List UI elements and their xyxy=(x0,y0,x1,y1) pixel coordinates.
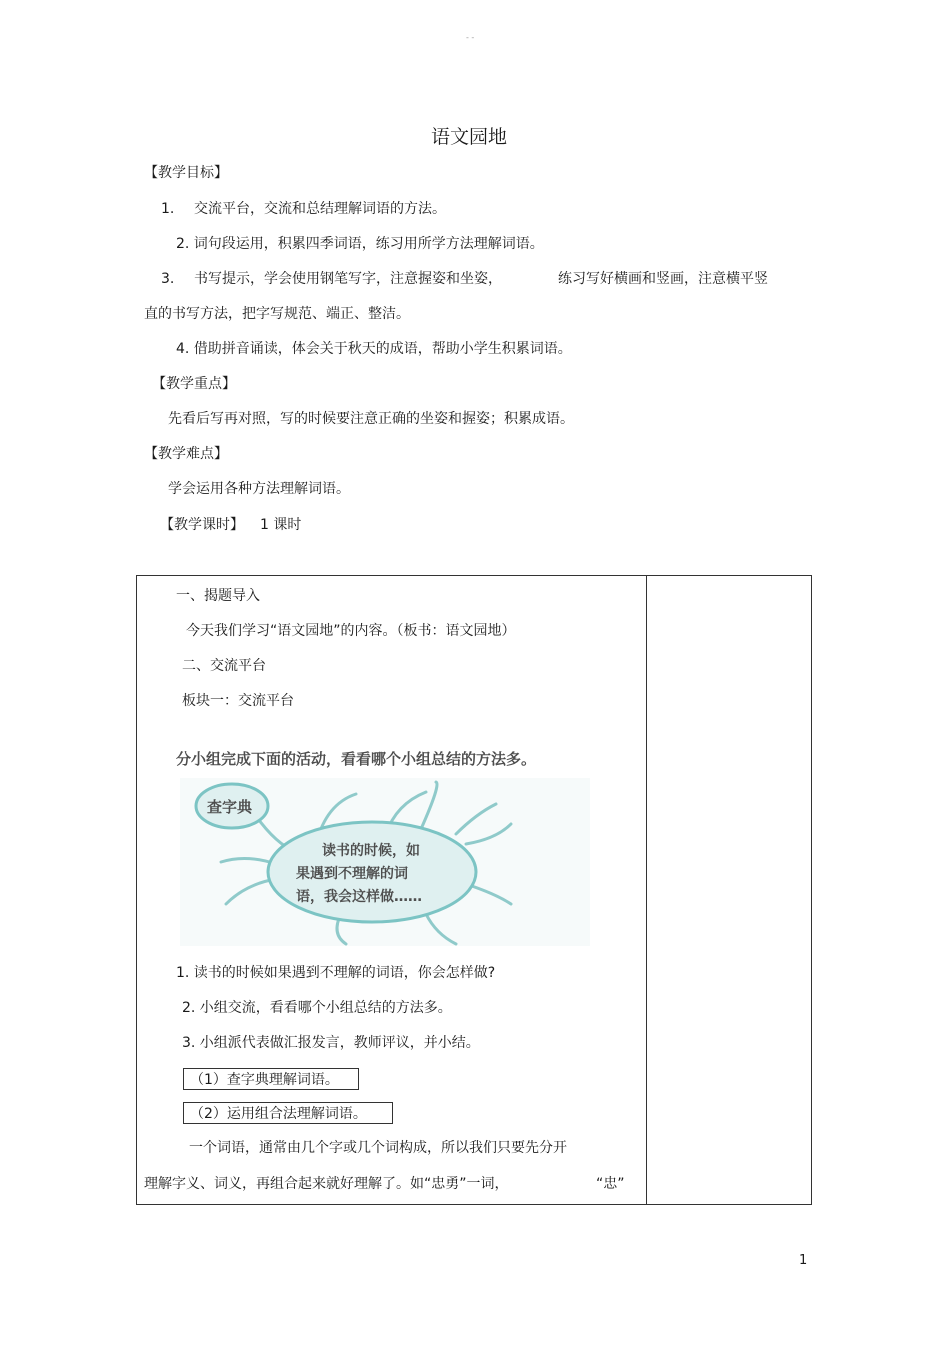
goal-3-number: 3. xyxy=(161,271,175,287)
difficulty-text: 学会运用各种方法理解词语。 xyxy=(168,481,350,497)
activity-illustration xyxy=(166,744,596,948)
difficulty-heading: 【教学难点】 xyxy=(144,446,228,462)
page-title: 语文园地 xyxy=(431,126,508,148)
key-points-heading: 【教学重点】 xyxy=(152,376,236,392)
mindmap-svg xyxy=(166,744,596,948)
table-column-divider xyxy=(646,575,647,1205)
dictionary-label: 查字典 xyxy=(207,798,253,816)
hours-heading: 【教学课时】 xyxy=(160,517,244,533)
goals-heading: 【教学目标】 xyxy=(144,165,228,181)
bubble-text-line-1: 读书的时候，如 xyxy=(322,843,420,859)
table-line-intro-heading: 一、揭题导入 xyxy=(176,588,260,604)
bubble-text-line-3: 语，我会这样做…… xyxy=(296,889,422,905)
activity-instruction: 分小组完成下面的活动，看看哪个小组总结的方法多。 xyxy=(176,750,537,768)
header-mark: - - xyxy=(466,33,475,42)
page-number: 1 xyxy=(799,1253,808,1268)
table-line-intro-text: 今天我们学习“语文园地”的内容。（板书：语文园地） xyxy=(186,623,516,639)
question-3: 3. 小组派代表做汇报发言，教师评议，并小结。 xyxy=(182,1035,480,1051)
explanation-line-2b: “忠” xyxy=(596,1176,625,1192)
explanation-line-1: 一个词语，通常由几个字或几个词构成，所以我们只要先分开 xyxy=(189,1140,567,1156)
goal-4: 4. 借助拼音诵读，体会关于秋天的成语，帮助小学生积累词语。 xyxy=(176,341,572,357)
bubble-text-line-2: 果遇到不理解的词 xyxy=(296,866,408,882)
key-points-text: 先看后写再对照，写的时候要注意正确的坐姿和握姿；积累成语。 xyxy=(168,411,574,427)
table-line-block-one: 板块一：交流平台 xyxy=(182,693,294,709)
goal-1-text: 交流平台，交流和总结理解词语的方法。 xyxy=(194,201,446,217)
explanation-line-2a: 理解字义、词义，再组合起来就好理解了。如“忠勇”一词， xyxy=(144,1176,509,1192)
goal-3-line-2: 直的书写方法，把字写规范、端正、整洁。 xyxy=(144,306,410,322)
method-box-1: （1）查字典理解词语。 xyxy=(183,1068,359,1090)
goal-3-text-a: 书写提示，学会使用钢笔写字，注意握姿和坐姿， xyxy=(194,271,502,287)
goal-2: 2. 词句段运用，积累四季词语，练习用所学方法理解词语。 xyxy=(176,236,544,252)
table-line-exchange-heading: 二、交流平台 xyxy=(182,658,266,674)
goal-1-number: 1. xyxy=(161,201,175,217)
question-1: 1. 读书的时候如果遇到不理解的词语，你会怎样做? xyxy=(176,965,496,981)
method-box-2: （2）运用组合法理解词语。 xyxy=(183,1102,393,1124)
goal-3-text-b: 练习写好横画和竖画，注意横平竖 xyxy=(558,271,768,287)
hours-value: 1 课时 xyxy=(260,517,302,533)
question-2: 2. 小组交流，看看哪个小组总结的方法多。 xyxy=(182,1000,452,1016)
